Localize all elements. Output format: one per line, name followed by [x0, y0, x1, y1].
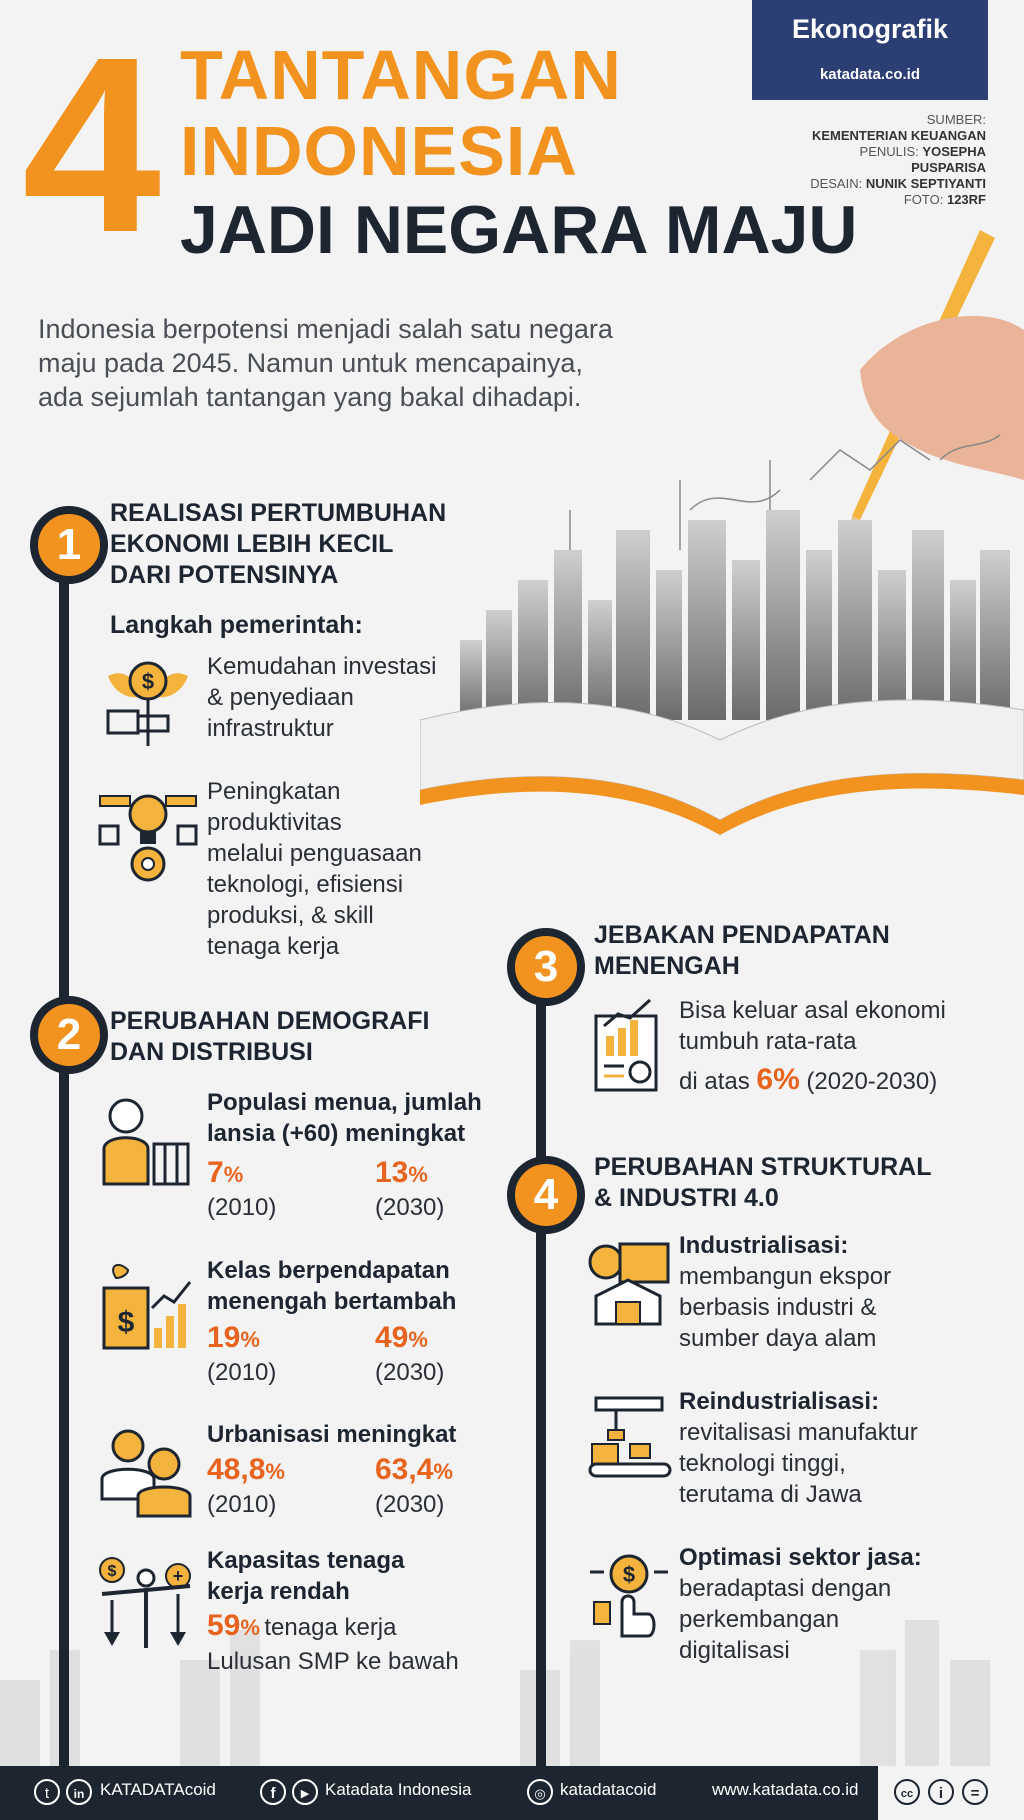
- s4-heading-line: & INDUSTRI 4.0: [594, 1184, 779, 1212]
- section-number-2: 2: [30, 996, 108, 1074]
- twitter-icon[interactable]: t: [34, 1779, 60, 1805]
- lightbulb-gear-icon: [98, 786, 198, 886]
- stat-number: 48,8: [207, 1453, 266, 1486]
- desain-label: DESAIN:: [810, 176, 863, 191]
- kapasitas-text-1: tenaga kerja: [264, 1614, 397, 1641]
- populasi-label: [207, 1087, 482, 1149]
- penulis-value: YOSEPHA PUSPARISA: [911, 144, 986, 175]
- s3-text: [679, 995, 946, 1057]
- langkah-label: Langkah pemerintah:: [110, 611, 363, 639]
- populasi-2030-year: (2030): [375, 1194, 445, 1221]
- elderly-person-icon: [98, 1094, 194, 1190]
- industrialisasi-line: membangun ekspor: [679, 1263, 892, 1290]
- s3-heading-line: MENENGAH: [594, 952, 740, 980]
- s3-stat-period: (2020-2030): [806, 1068, 938, 1095]
- kelas-2010-value: [207, 1321, 260, 1355]
- intro-line-3: ada sejumlah tantangan yang bakal dihadapi.: [38, 382, 582, 412]
- industrialisasi-line: berbasis industri &: [679, 1294, 877, 1321]
- section-3-heading: [594, 920, 890, 982]
- s3-stat-value: 6%: [756, 1063, 800, 1096]
- step-1a-line: Kemudahan investasi: [207, 653, 437, 680]
- section-1-heading: [110, 498, 446, 591]
- stat-number: 7: [207, 1156, 224, 1189]
- timeline-right: [536, 985, 546, 1766]
- industrialisasi-text: [679, 1261, 891, 1354]
- big-number-four: 4: [22, 5, 162, 284]
- percent-sign: %: [408, 1162, 428, 1187]
- svg-text:$: $: [107, 1563, 117, 1580]
- industrialisasi-title: Industrialisasi:: [679, 1232, 849, 1259]
- s4-heading-line: PERUBAHAN STRUKTURAL: [594, 1153, 932, 1181]
- title-line-2: INDONESIA: [180, 112, 578, 190]
- twitter-handle[interactable]: KATADATAcoid: [100, 1780, 216, 1799]
- step-1b-line: Peningkatan: [207, 778, 341, 805]
- city-book-illustration: [420, 220, 1024, 880]
- s2-heading-line: PERUBAHAN DEMOGRAFI: [110, 1007, 430, 1035]
- stat-number: 13: [375, 1156, 409, 1189]
- timeline-left: [59, 530, 69, 1766]
- section-2-heading: [110, 1006, 429, 1068]
- footer-bar: [0, 1766, 1024, 1820]
- robot-arm-conveyor-icon: [586, 1394, 672, 1480]
- s3-heading-line: JEBAKAN PENDAPATAN: [594, 921, 890, 949]
- step-1a-line: infrastruktur: [207, 715, 334, 742]
- percent-sign: %: [433, 1459, 453, 1484]
- urbanisasi-2010-value: [207, 1453, 285, 1487]
- reindustrialisasi-line: terutama di Jawa: [679, 1481, 862, 1508]
- s1-heading-line: DARI POTENSINYA: [110, 561, 339, 589]
- kelas-2030-year: (2030): [375, 1359, 445, 1386]
- step-1b: [207, 776, 422, 962]
- kapasitas-stat-line: [207, 1609, 396, 1643]
- kapasitas-text-2: Lulusan SMP ke bawah: [207, 1648, 459, 1675]
- s2-heading-line: DAN DISTRIBUSI: [110, 1038, 313, 1066]
- step-1b-line: tenaga kerja: [207, 933, 340, 960]
- ekonografik-badge: [752, 0, 988, 100]
- urbanisasi-2030-year: (2030): [375, 1491, 445, 1518]
- reindustrialisasi-text: [679, 1417, 918, 1510]
- sumber-value: KEMENTERIAN KEUANGAN: [811, 128, 986, 143]
- percent-sign: %: [265, 1459, 285, 1484]
- percent-sign: %: [240, 1327, 260, 1352]
- foto-value: 123RF: [946, 192, 986, 207]
- kapasitas-label: [207, 1545, 404, 1607]
- s3-stat-line: [679, 1063, 937, 1097]
- kapasitas-label-line: Kapasitas tenaga: [207, 1547, 405, 1574]
- kelas-label: [207, 1255, 456, 1317]
- instagram-handle[interactable]: katadatacoid: [560, 1780, 657, 1799]
- attribution-icon: i: [928, 1779, 954, 1805]
- populasi-2030-value: [375, 1156, 428, 1190]
- reindustrialisasi-line: revitalisasi manufaktur: [679, 1419, 918, 1446]
- investment-plant-icon: [98, 656, 198, 756]
- creative-commons-icon: cc: [894, 1779, 920, 1805]
- industrialization-icon: [586, 1240, 672, 1326]
- percent-sign: %: [223, 1162, 244, 1187]
- optimasi-text: [679, 1573, 891, 1666]
- credits: [786, 112, 986, 208]
- title-line-1: TANTANGAN: [180, 36, 622, 114]
- step-1b-line: produksi, & skill: [207, 902, 374, 929]
- s1-heading-line: EKONOMI LEBIH KECIL: [110, 530, 394, 558]
- reindustrialisasi-line: teknologi tinggi,: [679, 1450, 846, 1477]
- title-line-3: JADI NEGARA MAJU: [180, 192, 858, 268]
- urbanisasi-2030-value: [375, 1453, 453, 1487]
- step-1a: [207, 651, 436, 744]
- optimasi-line: perkembangan: [679, 1606, 840, 1633]
- urbanisasi-2010-year: (2010): [207, 1491, 277, 1518]
- svg-text:+: +: [172, 1566, 184, 1586]
- optimasi-line: digitalisasi: [679, 1637, 790, 1664]
- facebook-handle[interactable]: Katadata Indonesia: [325, 1780, 472, 1799]
- kapasitas-value: [207, 1609, 260, 1642]
- step-1b-line: teknologi, efisiensi: [207, 871, 404, 898]
- no-derivatives-icon: =: [962, 1779, 988, 1805]
- s3-stat-prefix: di atas: [679, 1068, 750, 1095]
- sumber-label: SUMBER:: [926, 112, 986, 127]
- section-4-heading: [594, 1152, 932, 1214]
- foto-label: FOTO:: [903, 192, 944, 207]
- kelas-2030-value: [375, 1321, 428, 1355]
- digital-service-icon: [586, 1552, 672, 1638]
- youtube-icon[interactable]: ▶: [292, 1779, 318, 1805]
- stat-number: 63,4: [375, 1453, 434, 1486]
- income-growth-icon: [98, 1258, 194, 1354]
- step-1b-line: melalui penguasaan: [207, 840, 422, 867]
- svg-text:$: $: [117, 1306, 135, 1339]
- license-panel: [878, 1766, 1024, 1820]
- s1-heading-line: REALISASI PERTUMBUHAN: [110, 499, 447, 527]
- section-number-1: 1: [30, 506, 108, 584]
- stat-number: 19: [207, 1321, 241, 1354]
- populasi-2010-year: (2010): [207, 1194, 277, 1221]
- badge-brand: katadata.co.id: [819, 66, 921, 83]
- optimasi-line: beradaptasi dengan: [679, 1575, 892, 1602]
- percent-sign: %: [240, 1615, 260, 1640]
- desain-value: NUNIK SEPTIYANTI: [865, 176, 986, 191]
- percent-sign: %: [408, 1327, 428, 1352]
- svg-text:$: $: [622, 1562, 636, 1587]
- industrialisasi-line: sumber daya alam: [679, 1325, 877, 1352]
- step-1b-line: produktivitas: [207, 809, 342, 836]
- populasi-label-line: lansia (+60) meningkat: [207, 1120, 466, 1147]
- populasi-2010-value: [207, 1156, 243, 1190]
- section-number-3: 3: [507, 928, 585, 1006]
- s3-text-line: tumbuh rata-rata: [679, 1028, 857, 1055]
- penulis-label: PENULIS:: [859, 144, 919, 159]
- section-number-4: 4: [507, 1156, 585, 1234]
- instagram-icon[interactable]: ◎: [527, 1779, 553, 1805]
- intro-line-1: Indonesia berpotensi menjadi salah satu negara: [38, 314, 613, 344]
- optimasi-title: Optimasi sektor jasa:: [679, 1544, 922, 1571]
- badge-title: Ekonografik: [791, 14, 949, 44]
- step-1a-line: & penyediaan: [207, 684, 354, 711]
- populasi-label-line: Populasi menua, jumlah: [207, 1089, 482, 1116]
- intro-line-2: maju pada 2045. Namun untuk mencapainya,: [38, 348, 583, 378]
- kelas-label-line: menengah bertambah: [207, 1288, 457, 1315]
- urbanisasi-label: Urbanisasi meningkat: [207, 1421, 457, 1448]
- kelas-label-line: Kelas berpendapatan: [207, 1257, 450, 1284]
- linkedin-icon[interactable]: in: [66, 1779, 92, 1805]
- s3-text-line: Bisa keluar asal ekonomi: [679, 997, 946, 1024]
- website-link[interactable]: www.katadata.co.id: [712, 1780, 859, 1799]
- report-chart-icon: [594, 996, 660, 1092]
- facebook-icon[interactable]: f: [260, 1779, 286, 1805]
- kelas-2010-year: (2010): [207, 1359, 277, 1386]
- stat-number: 59: [207, 1609, 241, 1642]
- reindustrialisasi-title: Reindustrialisasi:: [679, 1388, 880, 1415]
- urban-people-icon: [98, 1424, 194, 1520]
- kapasitas-label-line: kerja rendah: [207, 1578, 350, 1605]
- labor-balance-icon: [98, 1556, 194, 1652]
- stat-number: 49: [375, 1321, 409, 1354]
- svg-text:$: $: [141, 669, 155, 694]
